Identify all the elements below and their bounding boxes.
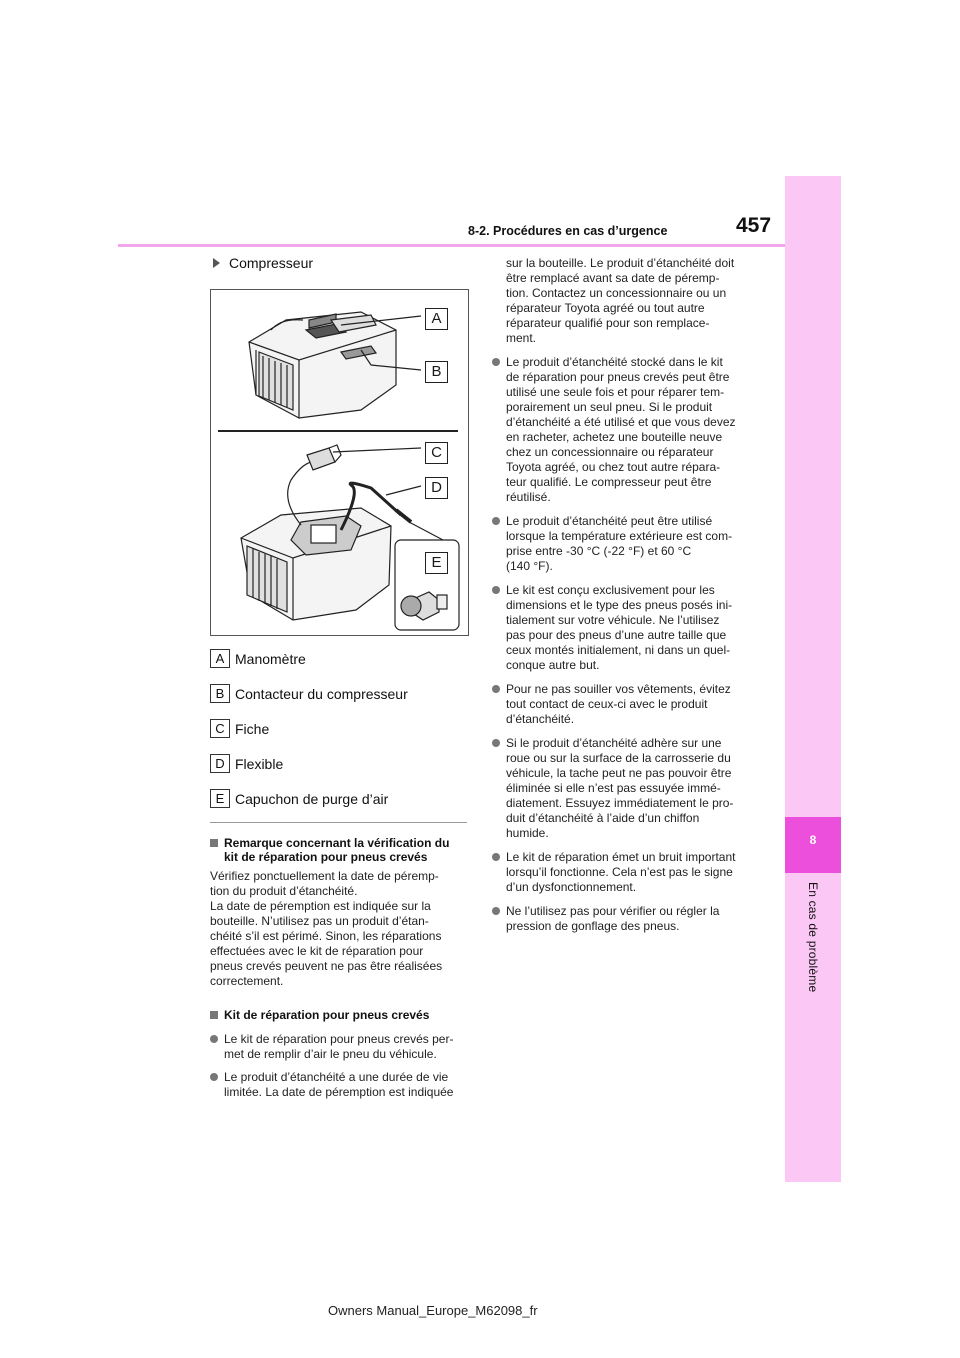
note-heading-text [224,836,449,864]
kit-line: limitée. La date de péremption est indiquée [224,1085,454,1099]
info-item [492,514,762,574]
text-line: réutilisé. [506,490,551,504]
figure-label-d: D [425,477,448,499]
legend-letter: D [210,754,230,773]
text-line: d’étanchéité. [506,712,575,726]
note-line: pneus crevés peuvent ne pas être réalisées [210,959,443,973]
text-line: être remplacé avant sa date de péremp- [506,271,720,285]
text-line: véhicule, la tache peut ne pas pouvoir être [506,766,732,780]
text-line: pas pour des pneus d’une autre taille que [506,628,727,642]
kit-line: Le kit de réparation pour pneus crevés per- [224,1032,454,1046]
info-item [492,583,762,673]
circle-bullet-icon [492,739,500,747]
text-line: tout contact de ceux-ci avec le produit [506,697,708,711]
figure-label-c: C [425,442,448,464]
chapter-side-tab [785,176,841,1182]
text-line: roue ou sur la surface de la carrosserie du [506,751,731,765]
info-item [492,682,762,727]
square-bullet-icon [210,839,218,847]
info-item [492,355,762,505]
text-line: réparateur Toyota agréé ou tout autre [506,301,705,315]
note-heading-line: kit de réparation pour pneus crevés [224,850,428,864]
text-line: dimensions et le type des pneus posés ini- [506,598,733,612]
text-line: tialement sur votre véhicule. Ne l’utilisez [506,613,720,627]
legend-item-d [210,754,283,773]
text-line: éliminée si elle n’est pas essuyée immé- [506,781,721,795]
text-line: humide. [506,826,549,840]
text-line: Le produit d’étanchéité peut être utilisé [506,514,713,528]
text-line: porairement un seul pneu. Si le produit [506,400,713,414]
circle-bullet-icon [492,685,500,693]
note-line: La date de péremption est indiquée sur la [210,899,431,913]
kit-line: Le produit d’étanchéité a une durée de vie [224,1070,449,1084]
text-line: lorsque la température extérieure est com- [506,529,733,543]
text-line: Le produit d’étanchéité stocké dans le kit [506,355,723,369]
circle-bullet-icon [492,517,500,525]
legend-item-b [210,684,408,703]
text-line: utilisé une seule fois et pour réparer tem- [506,385,725,399]
info-item [492,904,762,934]
kit-heading-text: Kit de réparation pour pneus crevés [224,1008,430,1022]
info-item [492,736,762,841]
kit-line: met de remplir d’air le pneu du véhicule. [224,1047,437,1061]
chapter-title-vertical: En cas de problème [806,882,820,993]
figure-label-e: E [425,552,448,574]
text-line: pression de gonflage des pneus. [506,919,680,933]
legend-letter: A [210,649,230,668]
legend-item-c [210,719,269,738]
compressor-heading [213,255,313,271]
section-title: 8-2. Procédures en cas d’urgence [468,224,668,238]
text-line: Si le produit d’étanchéité adhère sur une [506,736,722,750]
text-line: en racheter, achetez une bouteille neuve [506,430,723,444]
section-separator [210,822,467,823]
header-rule [118,244,785,247]
text-line: lorsqu’il fonctionne. Cela n’est pas le signe [506,865,733,879]
legend-letter: C [210,719,230,738]
text-line: Pour ne pas souiller vos vêtements, évitez [506,682,731,696]
circle-bullet-icon [210,1073,218,1081]
info-item [492,850,762,895]
note-block [210,836,470,989]
circle-bullet-icon [492,853,500,861]
circle-bullet-icon [492,586,500,594]
note-line: effectuées avec le kit de réparation pour [210,944,424,958]
text-line: duit d’étanchéité à l’aide d’un chiffon [506,811,700,825]
text-line: d’étanchéité a été utilisé et que vous devez [506,415,736,429]
chapter-number: 8 [809,833,817,847]
text-line: (140 °F). [506,559,553,573]
text-line: Toyota agréé, ou chez tout autre répara- [506,460,721,474]
note-line: chéité s’il est périmé. Sinon, les réparations [210,929,442,943]
text-line: ment. [506,331,537,345]
compressor-figure [210,289,469,636]
note-heading-line: Remarque concernant la vérification du [224,836,450,850]
note-line: tion du produit d’étanchéité. [210,884,358,898]
text-line: prise entre -30 °C (-22 °F) et 60 °C [506,544,692,558]
circle-bullet-icon [492,907,500,915]
triangle-bullet-icon [213,258,220,268]
compressor-heading-text: Compresseur [229,255,314,271]
kit-item [210,1032,470,1062]
legend-text: Manomètre [235,650,306,667]
circle-bullet-icon [492,358,500,366]
footer-text: Owners Manual_Europe_M62098_fr [328,1303,538,1318]
text-line: ceux montés initialement, ni dans un quel- [506,643,731,657]
kit-block [210,1008,470,1100]
kit-item [210,1070,470,1100]
note-line: bouteille. N’utilisez pas un produit d’étan- [210,914,429,928]
legend-text: Flexible [235,755,284,772]
legend-text: Fiche [235,720,270,737]
legend-text: Capuchon de purge d’air [235,790,389,807]
text-line: sur la bouteille. Le produit d’étanchéité doit [506,256,735,270]
note-line: correctement. [210,974,284,988]
right-column [492,256,762,934]
kit-heading [210,1008,470,1022]
text-line: conque autre but. [506,658,600,672]
text-line: tion. Contactez un concessionnaire ou un [506,286,727,300]
circle-bullet-icon [210,1035,218,1043]
note-heading [210,836,470,864]
legend-item-a [210,649,306,668]
text-line: d’un dysfonctionnement. [506,880,637,894]
legend-letter: E [210,789,230,808]
text-line: réparateur qualifié pour son remplace- [506,316,710,330]
text-line: Le kit est conçu exclusivement pour les [506,583,715,597]
square-bullet-icon [210,1011,218,1019]
figure-label-b: B [425,361,448,383]
legend-item-e [210,789,388,808]
text-line: de réparation pour pneus crevés peut être [506,370,730,384]
figure-label-a: A [425,308,448,330]
legend-text: Contacteur du compresseur [235,685,408,702]
note-line: Vérifiez ponctuellement la date de péremp- [210,869,439,883]
legend-letter: B [210,684,230,703]
figure-divider [218,430,458,432]
text-line: diatement. Essuyez immédiatement le pro- [506,796,734,810]
note-paragraph [210,869,470,989]
continuation-paragraph [492,256,762,346]
text-line: teur qualifié. Le compresseur peut être [506,475,712,489]
text-line: Le kit de réparation émet un bruit important [506,850,736,864]
text-line: Ne l’utilisez pas pour vérifier ou régler la [506,904,720,918]
text-line: chez un concessionnaire ou réparateur [506,445,714,459]
page-number: 457 [736,214,772,237]
